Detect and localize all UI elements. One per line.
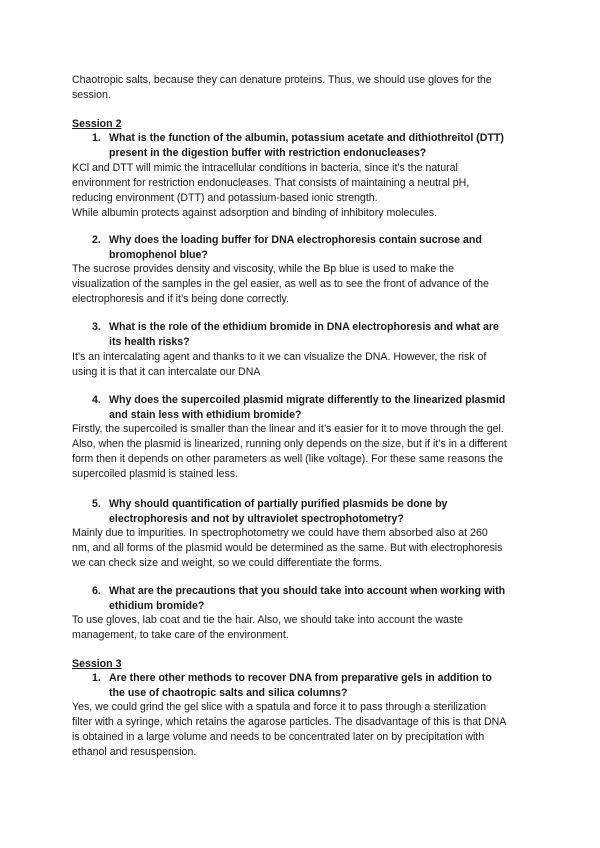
question-text: present in the digestion buffer with restriction endonucleases?	[109, 147, 427, 159]
text-line: Mainly due to impurities. In spectrophotometry we could have them absorbed also at 260	[72, 527, 488, 539]
text-line: electrophoresis and if it’s being done correctly.	[72, 293, 289, 305]
question-text: ethidium bromide?	[109, 600, 205, 612]
text-line: nm, and all forms of the plasmid would be determined as the same. But with electrophoresis	[72, 542, 503, 554]
answer-2	[72, 262, 532, 307]
question-5	[72, 497, 542, 527]
question-text: its health risks?	[109, 336, 190, 348]
text-line: we can check size and weight, so we could differentiate the forms.	[72, 557, 383, 569]
text-line: The sucrose provides density and viscosity, while the Bp blue is used to make the	[72, 263, 454, 275]
question-number: 6.	[92, 585, 101, 597]
text-line: To use gloves, lab coat and tie the hair. Also, we should take into account the waste	[72, 614, 464, 626]
question-text: bromophenol blue?	[109, 249, 208, 261]
text-line: reducing environment (DTT) and potassium-based ionic strength.	[72, 192, 378, 204]
session-3-answer-1	[72, 700, 532, 760]
session-3-heading: Session 3	[72, 658, 122, 670]
question-2	[72, 233, 542, 263]
answer-4	[72, 422, 532, 482]
text-line: Also, when the plasmid is linearized, running only depends on the size, but if it’s in a different	[72, 438, 507, 450]
question-text: and stain less with ethidium bromide?	[109, 409, 302, 421]
text-line: session.	[72, 89, 111, 101]
question-text: electrophoresis and not by ultraviolet spectrophotometry?	[109, 513, 404, 525]
question-text: Why does the loading buffer for DNA electrophoresis contain sucrose and	[109, 234, 482, 246]
question-text: What is the role of the ethidium bromide in DNA electrophoresis and what are	[109, 321, 499, 333]
session-3-question-1	[72, 671, 542, 701]
question-number: 1.	[92, 132, 101, 144]
question-number: 5.	[92, 498, 101, 510]
text-line: visualization of the samples in the gel easier, as well as to see the front of advance of the	[72, 278, 489, 290]
intro-paragraph	[72, 73, 532, 103]
text-line: using it is that it can intercalate our DNA	[72, 366, 261, 378]
text-line: Firstly, the supercoiled is smaller than the linear and it’s easier for it to move through the gel.	[72, 423, 504, 435]
answer-5	[72, 526, 532, 571]
question-4	[72, 393, 542, 423]
text-line: ethanol and resuspension.	[72, 746, 197, 758]
session-2-heading: Session 2	[72, 118, 122, 130]
text-line: supercoiled plasmid is stained less.	[72, 468, 239, 480]
text-line: KCl and DTT will mimic the intracellular conditions in bacteria, since it’s the natural	[72, 162, 458, 174]
question-text: What are the precautions that you should take into account when working with	[109, 585, 506, 597]
question-number: 2.	[92, 234, 101, 246]
text-line: form then it depends on other parameters as well (like voltage). For these same reasons the	[72, 453, 504, 465]
text-line: management, to take care of the environment.	[72, 629, 289, 641]
question-text: the use of chaotropic salts and silica columns?	[109, 687, 348, 699]
question-text: Are there other methods to recover DNA from preparative gels in addition to	[109, 672, 492, 684]
question-3	[72, 320, 542, 350]
answer-3	[72, 350, 532, 380]
question-number: 1.	[92, 672, 101, 684]
text-line: While albumin protects against adsorption and binding of inhibitory molecules.	[72, 207, 438, 219]
text-line: Chaotropic salts, because they can denature proteins. Thus, we should use gloves for the	[72, 74, 492, 86]
question-text: Why should quantification of partially purified plasmids be done by	[109, 498, 448, 510]
text-line: environment for restriction endonucleases. That consists of maintaining a neutral pH,	[72, 177, 470, 189]
answer-6	[72, 613, 532, 643]
text-line: is obtained in a large volume and needs to be concentrated later on by precipitation with	[72, 731, 485, 743]
question-1	[72, 131, 542, 161]
question-text: Why does the supercoiled plasmid migrate differently to the linearized plasmid	[109, 394, 506, 406]
text-line: Yes, we could grind the gel slice with a spatula and force it to pass through a sterilization	[72, 701, 487, 713]
question-text: What is the function of the albumin, potassium acetate and dithiothreitol (DTT)	[109, 132, 504, 144]
question-number: 4.	[92, 394, 101, 406]
answer-1	[72, 161, 532, 221]
text-line: filter with a syringe, which retains the agarose particles. The disadvantage of this is that DNA	[72, 716, 507, 728]
question-6	[72, 584, 542, 614]
question-number: 3.	[92, 321, 101, 333]
text-line: It’s an intercalating agent and thanks to it we can visualize the DNA. However, the risk of	[72, 351, 487, 363]
